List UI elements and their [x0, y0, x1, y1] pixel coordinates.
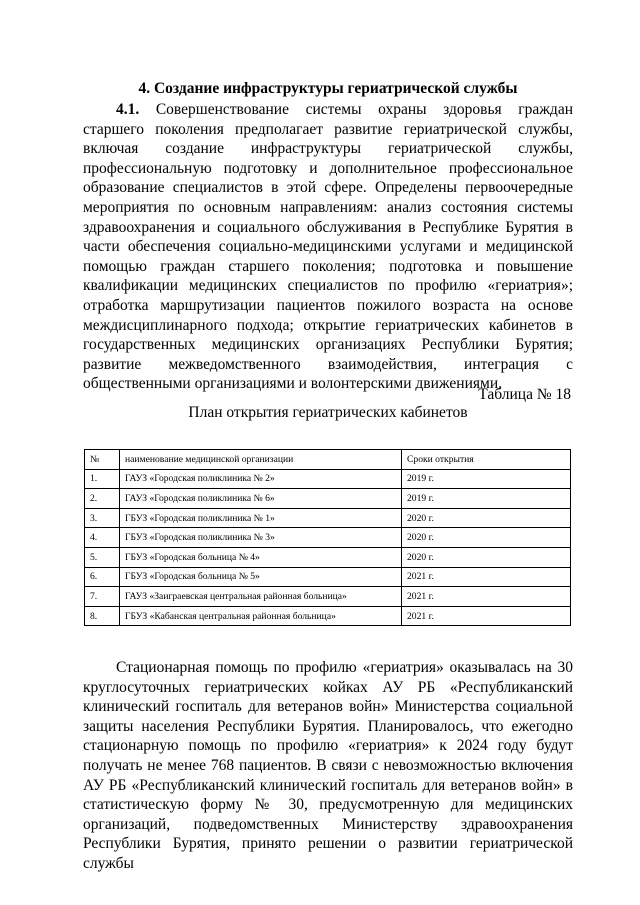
- table-row: [85, 587, 571, 607]
- row-number: 6.: [85, 567, 120, 587]
- row-organization: ГАУЗ «Городская поликлиника № 6»: [120, 489, 402, 509]
- table-row: [85, 606, 571, 626]
- section-heading: 4. Создание инфраструктуры гериатрической службы: [138, 80, 518, 97]
- row-organization: ГБУЗ «Городская поликлиника № 3»: [120, 528, 402, 548]
- table-row: [85, 469, 571, 489]
- table-header-row: [85, 450, 571, 470]
- row-organization: ГБУЗ «Городская больница № 4»: [120, 547, 402, 567]
- row-number: 7.: [85, 587, 120, 607]
- row-number: 5.: [85, 547, 120, 567]
- row-number: 8.: [85, 606, 120, 626]
- row-date: 2021 г.: [402, 567, 571, 587]
- table-row: [85, 489, 571, 509]
- row-date: 2021 г.: [402, 587, 571, 607]
- header-number: №: [85, 450, 120, 470]
- table-title: План открытия гериатрических кабинетов: [188, 404, 468, 421]
- row-organization: ГБУЗ «Кабанская центральная районная больница»: [120, 606, 402, 626]
- row-organization: ГАУЗ «Заиграевская центральная районная больница»: [120, 587, 402, 607]
- row-date: 2020 г.: [402, 508, 571, 528]
- row-organization: ГБУЗ «Городская больница № 5»: [120, 567, 402, 587]
- header-organization: наименование медицинской организации: [120, 450, 402, 470]
- geriatric-cabinets-table: [84, 449, 571, 626]
- row-date: 2020 г.: [402, 528, 571, 548]
- row-date: 2019 г.: [402, 469, 571, 489]
- row-date: 2021 г.: [402, 606, 571, 626]
- row-organization: ГБУЗ «Городская поликлиника № 1»: [120, 508, 402, 528]
- row-date: 2019 г.: [402, 489, 571, 509]
- table-number: Таблица № 18: [478, 386, 571, 403]
- row-number: 3.: [85, 508, 120, 528]
- paragraph-text: Совершенствование системы охраны здоровья граждан старшего поколения предполагает развитие гериатрической службы, включая создание инфраструктуры гериатрической службы, профессиональную подготовку и дополнительное профессиональное образование специалистов в этой сфере. Определены первоочередные мероприятия по основным направлениям: анализ состояния системы здравоохранения и социального обслуживания в Республике Бурятия в части обеспечения социально-медицинскими услугами и медицинской помощью граждан старшего поколения; подготовка и повышение квалификации медицинских специалистов по профилю «гериатрия»; отработка маршрутизации пациентов пожилого возраста на основе междисциплинарного подхода; открытие гериатрических кабинетов в государственных медицинских организациях Республики Бурятия; развитие межведомственного взаимодействия, интеграция с общественными организациями и волонтерскими движениями.: [83, 101, 573, 393]
- row-organization: ГАУЗ «Городская поликлиника № 2»: [120, 469, 402, 489]
- row-date: 2020 г.: [402, 547, 571, 567]
- paragraph-number: 4.1.: [116, 101, 140, 118]
- header-opening-date: Сроки открытия: [402, 450, 571, 470]
- row-number: 4.: [85, 528, 120, 548]
- table-row: [85, 547, 571, 567]
- paragraph-inpatient-care: Стационарная помощь по профилю «гериатрия» оказывалась на 30 круглосуточных гериатрических койках АУ РБ «Республиканский клинический госпиталь для ветеранов войн» Министерства социальной защиты населения Республики Бурятия. Планировалось, что ежегодно стационарную помощь по профилю «гериатрия» к 2024 году будут получать не менее 768 пациентов. В связи с невозможностью включения АУ РБ «Республиканский клинический госпиталь для ветеранов войн» в статистическую форму № 30, предусмотренную для медицинских организаций, подведомственных Министерству здравоохранения Республики Бурятия, принято решении о развитии гериатрической службы: [83, 659, 573, 872]
- table-row: [85, 508, 571, 528]
- row-number: 1.: [85, 469, 120, 489]
- table-row: [85, 528, 571, 548]
- table-row: [85, 567, 571, 587]
- paragraph-4-1: [83, 100, 573, 394]
- row-number: 2.: [85, 489, 120, 509]
